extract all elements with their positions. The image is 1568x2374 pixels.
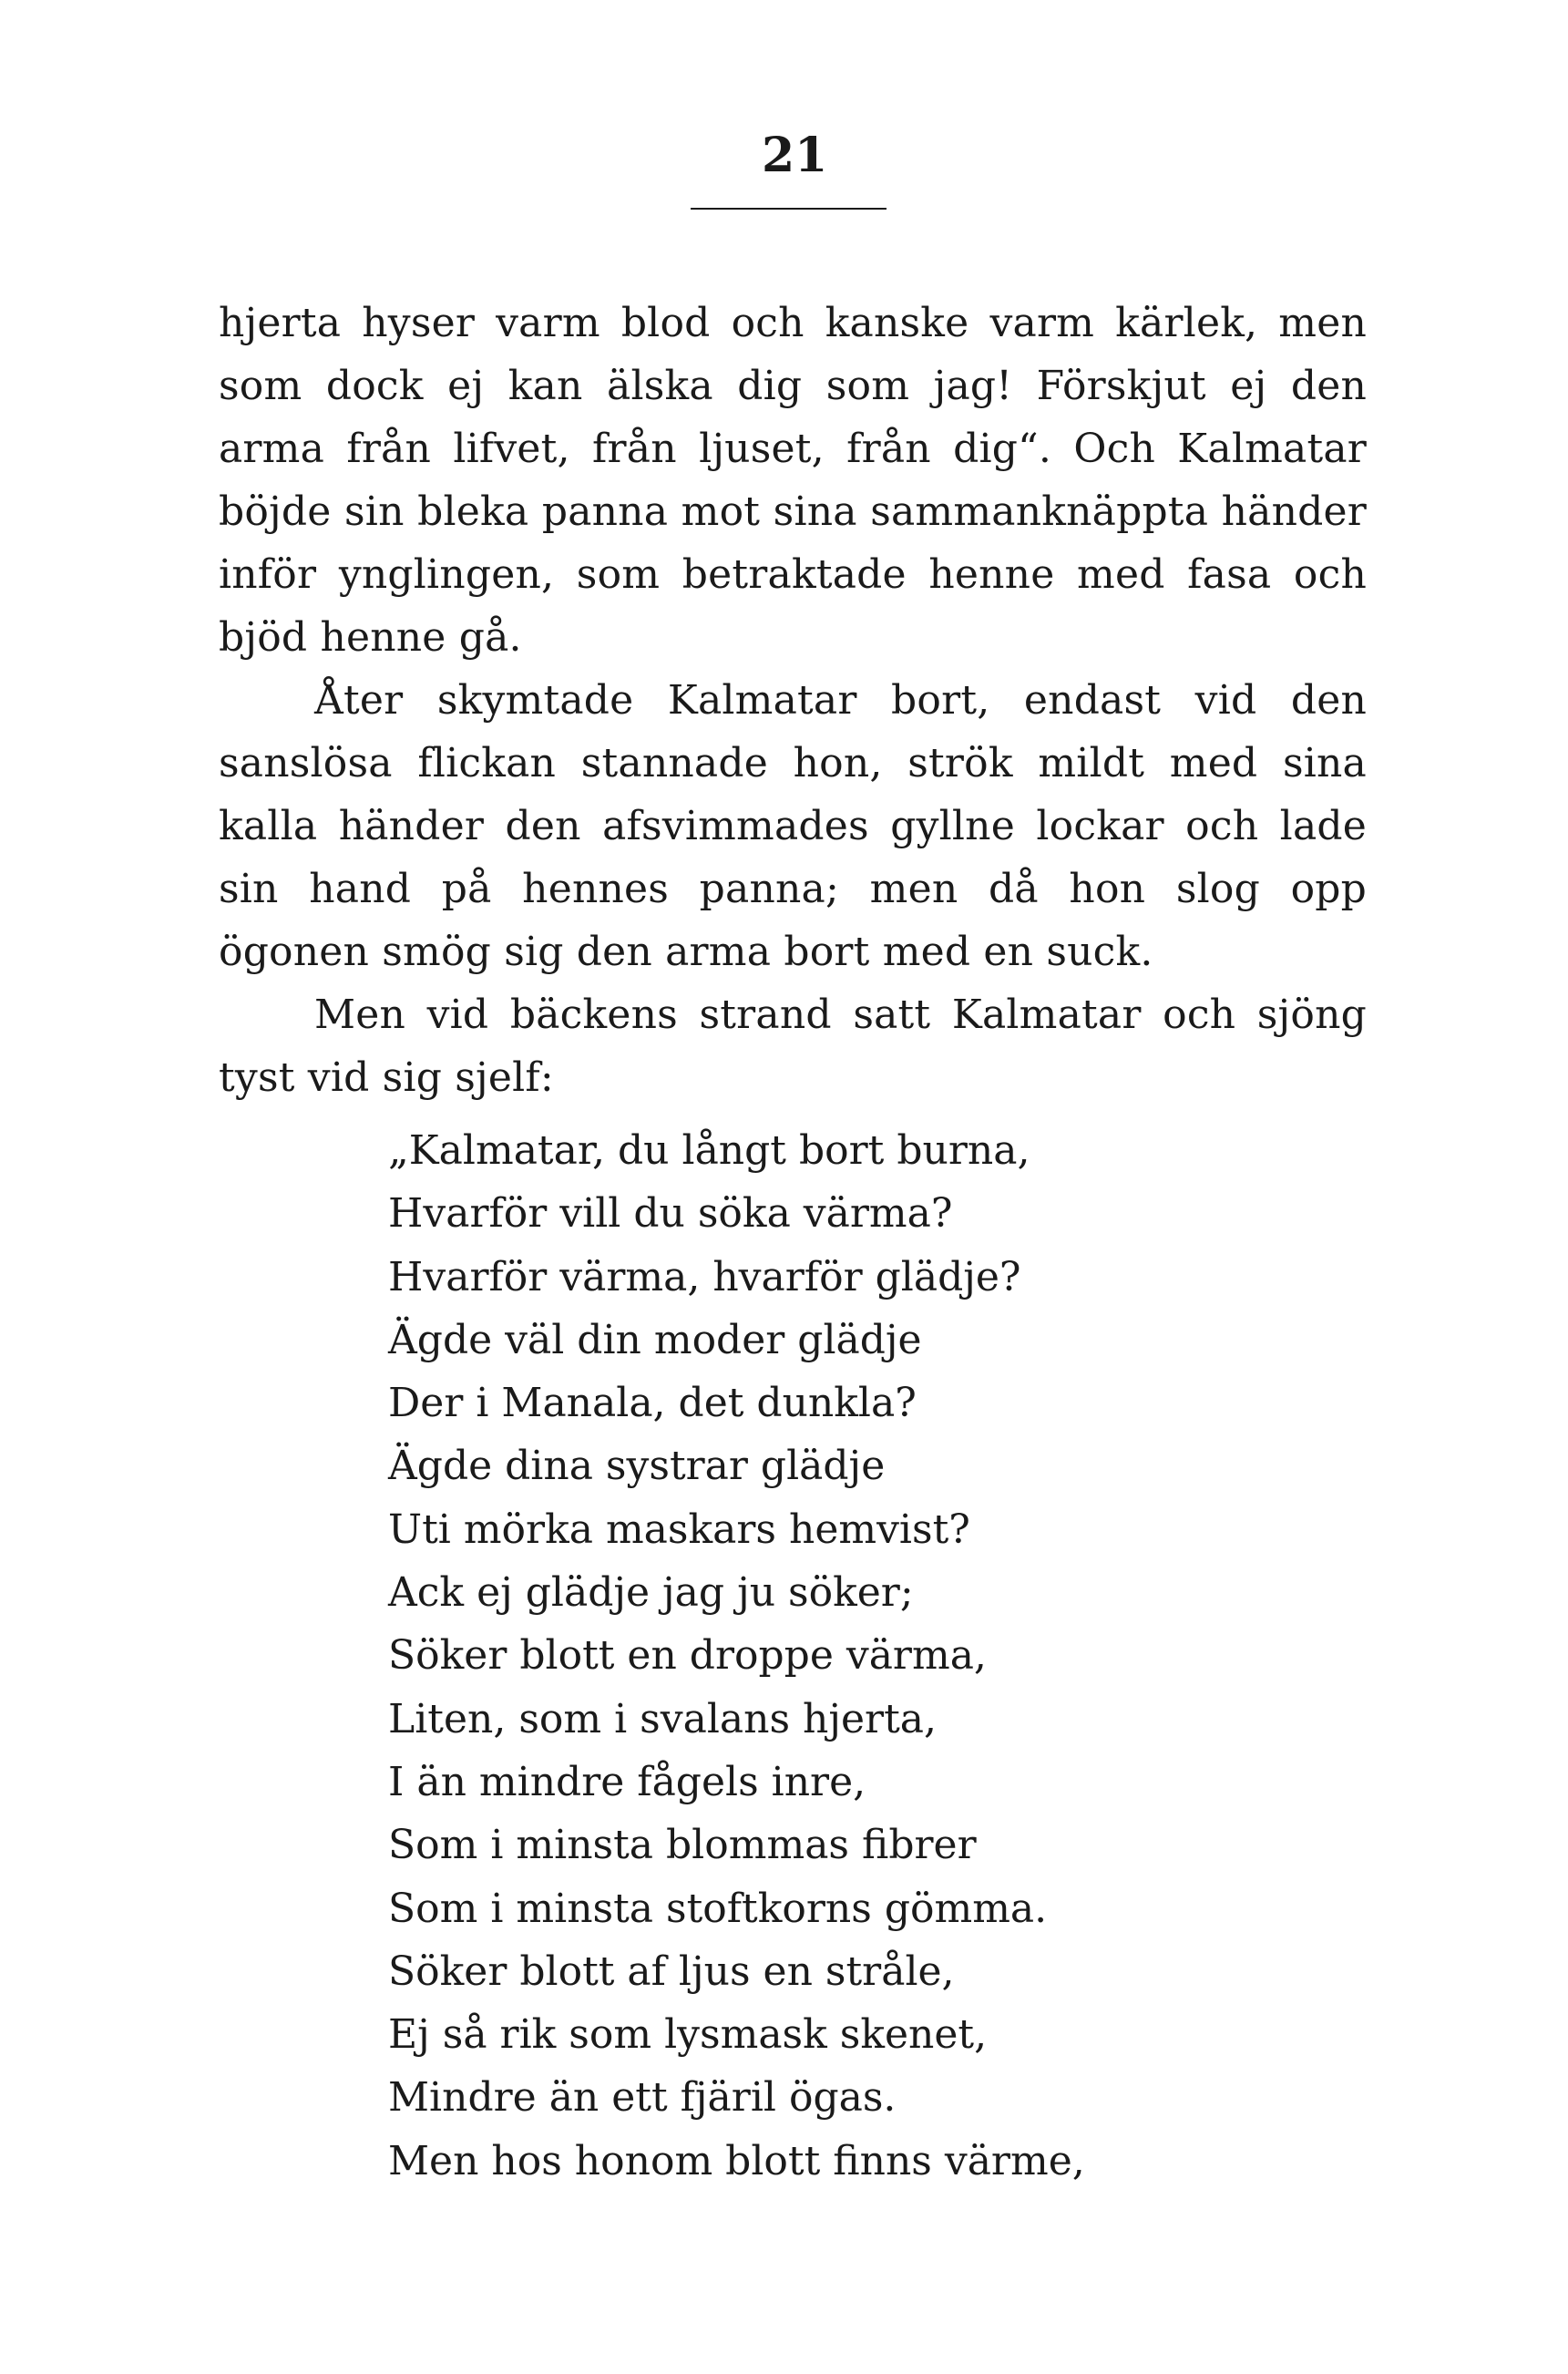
poem-line: „Kalmatar, du långt bort burna, bbox=[388, 1127, 1030, 1174]
paragraph: Åter skymtade Kalmatar bort, endast vid den sanslösa flickan stannade hon, strök mildt med sina kalla händer den afsvimmades gyllne lockar och lade sin hand på hennes panna; men då hon slog opp ögonen smög sig den arma bort med en suck. bbox=[219, 677, 1367, 975]
poem bbox=[388, 1119, 1390, 2193]
paragraph: hjerta hyser varm blod och kanske varm kärlek, men som dock ej kan älska dig som jag! Förskjut ej den arma från lifvet, från ljuset, från dig“. Och Kalmatar böjde sin bleka panna mot sina sammanknäppta händer inför ynglingen, som betraktade henne med fasa och bjöd henne gå. bbox=[219, 300, 1367, 661]
poem-line: I än mindre fågels inre, bbox=[388, 1758, 866, 1805]
prose-body bbox=[219, 292, 1367, 1109]
poem-line: Ägde dina systrar glädje bbox=[388, 1443, 886, 1490]
page-number: 21 bbox=[762, 128, 828, 183]
poem-line: Som i minsta stoftkorns gömma. bbox=[388, 1885, 1048, 1932]
poem-line: Ack ej glädje jag ju söker; bbox=[388, 1569, 914, 1617]
poem-line: Ej så rik som lysmask skenet, bbox=[388, 2011, 988, 2059]
paragraph: Men vid bäckens strand satt Kalmatar och sjöng tyst vid sig sjelf: bbox=[219, 992, 1367, 1101]
poem-line: Som i minsta blommas fibrer bbox=[388, 1822, 977, 1869]
poem-line: Uti mörka maskars hemvist? bbox=[388, 1506, 970, 1553]
poem-line: Hvarför värma, hvarför glädje? bbox=[388, 1253, 1021, 1300]
poem-line: Söker blott en droppe värma, bbox=[388, 1632, 987, 1680]
poem-line: Der i Manala, det dunkla? bbox=[388, 1380, 917, 1427]
poem-line: Mindre än ett fjäril ögas. bbox=[388, 2074, 897, 2122]
poem-line: Liten, som i svalans hjerta, bbox=[388, 1695, 937, 1742]
poem-line: Söker blott af ljus en stråle, bbox=[388, 1948, 955, 1995]
poem-line: Men hos honom blott finns värme, bbox=[388, 2137, 1085, 2184]
poem-line: Hvarför vill du söka värma? bbox=[388, 1190, 953, 1238]
poem-line: Ägde väl din moder glädje bbox=[388, 1316, 922, 1363]
page-number-rule bbox=[691, 208, 886, 210]
